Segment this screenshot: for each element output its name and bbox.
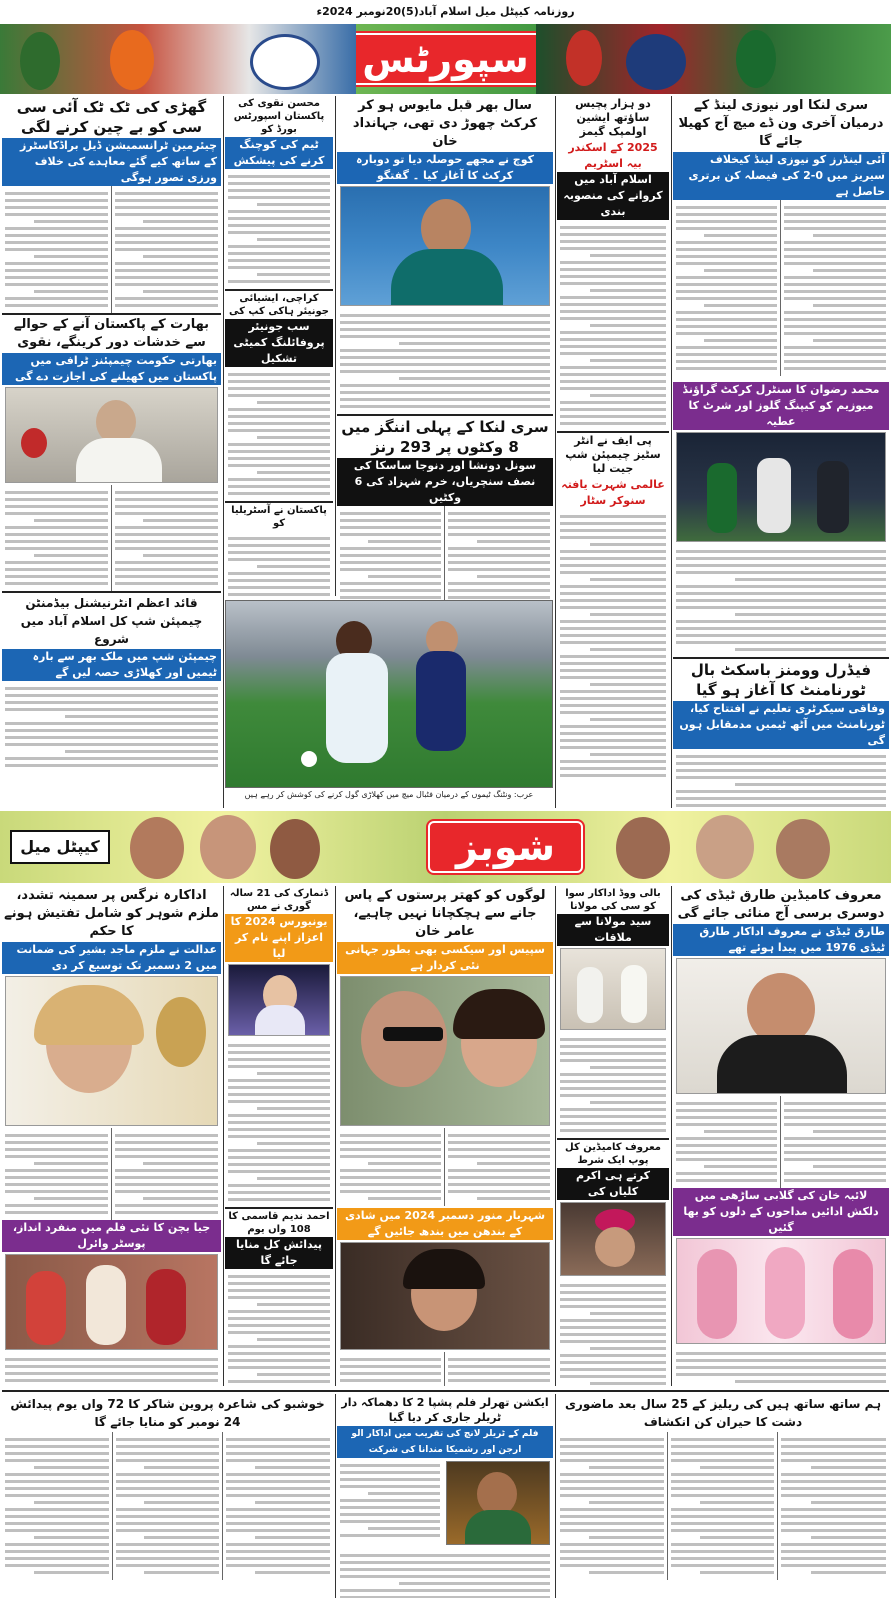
showbiz-col5-story2-headline: جیا بچن کا نئی فلم میں منفرد انداز، پوسٹر وائرل bbox=[2, 1220, 221, 1252]
sports-col2-story2-headline: پی ایف نے انٹر سٹیز چیمپئن شپ جیت لیا bbox=[557, 431, 669, 477]
sports-col5-body-a bbox=[112, 186, 222, 313]
showbiz-col2-story2-body bbox=[557, 1278, 669, 1386]
sports-col1 bbox=[673, 96, 889, 808]
divider bbox=[555, 96, 556, 808]
sports-col3-headline: سال بھر قبل مایوس ہو کر کرکٹ چھوڑ دی تھی، جہانداد خان bbox=[352, 98, 538, 149]
dateline: روزنامہ کیپٹل میل اسلام آباد(5)20نومبر 2024ء bbox=[316, 5, 575, 18]
sports-col1-story3-body bbox=[673, 749, 889, 808]
showbiz-col1-headline: معروف کامیڈین طارق ٹیڈی کی دوسری برسی آج منائی جائے گی bbox=[677, 888, 885, 921]
sports-col5-story3-body bbox=[2, 681, 221, 773]
showbiz-col5-story2-body bbox=[2, 1352, 221, 1386]
sports-col5-story2-body-b bbox=[2, 485, 112, 591]
bottom-right-headline: ہم ساتھ ساتھ ہیں کی ریلیز کے 25 سال بعد ماضوری دشت کا حیران کن انکشاف bbox=[564, 1397, 882, 1429]
sports-col1-story2-body bbox=[673, 544, 889, 657]
sports-col1-subhead: آئی لینڈرز کو نیوزی لینڈ کیخلاف سیریز میں 0-2 کی فیصلہ کن برتری حاصل ہے bbox=[673, 152, 889, 200]
showbiz-col3-headline: لوگوں کو کھتر پرستوں کے پاس جانے سے ہچکچانا نہیں چاہیے، عامر خان bbox=[344, 888, 546, 939]
showbiz-col1-story2-body bbox=[673, 1346, 889, 1386]
showbiz-col2-subhead: سید مولانا سے ملاقات bbox=[557, 914, 669, 946]
showbiz-col1-body-b bbox=[673, 1096, 781, 1188]
showbiz-banner-photo-left bbox=[120, 811, 416, 883]
showbiz-col5-body-a bbox=[112, 1128, 222, 1220]
sports-col4-story3-body bbox=[225, 531, 333, 596]
divider bbox=[671, 96, 672, 808]
showbiz-col2-story2-headline: معروف کامیڈین کل پوپ ایک شرط bbox=[557, 1138, 669, 1168]
sidhu-photo bbox=[560, 1202, 666, 1276]
showbiz-col5-subhead: عدالت نے ملزم ماجد بشیر کی ضمانت میں 2 دسمبر تک توسیع کر دی bbox=[2, 942, 221, 974]
sports-banner bbox=[0, 24, 891, 94]
showbiz-col4-subhead: یونیورس 2024 کا اعزاز اپنے نام کر لیا bbox=[225, 914, 333, 962]
bottom-right-body-b bbox=[668, 1432, 779, 1580]
showbiz-col2-headline: بالی ووڈ اداکار سوا کو سی کی مولانا bbox=[565, 888, 661, 912]
divider bbox=[335, 886, 336, 1386]
sports-col5-story2-subhead: بھارتی حکومت چیمپئنز ٹرافی میں پاکستان میں کھیلنے کی اجازت دے گی bbox=[2, 353, 221, 385]
sports-col4-body bbox=[225, 169, 333, 289]
divider bbox=[335, 96, 336, 596]
showbiz-col4-headline: ڈنمارک کی 21 سالہ گوری نے مس bbox=[229, 888, 329, 912]
sports-col4-headline: محسن نقوی کی پاکستان اسپورٹس بورڈ کو bbox=[233, 98, 325, 135]
showbiz-banner bbox=[0, 811, 891, 883]
showbiz-col3-body-a bbox=[445, 1128, 553, 1206]
sports-col4-story2-headline: کراچی، ایشیائی جونیئر ہاکی کپ کی bbox=[225, 289, 333, 319]
sports-col1-headline: سری لنکا اور نیوزی لینڈ کے درمیان آخری ون ڈے میچ آج کھیلا جائے گا bbox=[678, 98, 884, 149]
showbiz-col4-story2-headline: احمد ندیم قاسمی کا 108 واں یوم bbox=[225, 1207, 333, 1237]
sports-col4-story2-subhead: سب جونیئر پروفائلنگ کمیٹی تشکیل bbox=[225, 319, 333, 367]
showbiz-col3-story2-body-b bbox=[337, 1352, 445, 1386]
bottom-right-body-c bbox=[557, 1432, 668, 1580]
bottom-right-body-a bbox=[778, 1432, 889, 1580]
pushpa2-photo bbox=[446, 1461, 550, 1545]
bottom-middle-headline: ایکشن تھرلر فلم پشپا 2 کا دھماکہ دار ٹریلر جاری کر دیا گیا bbox=[341, 1396, 549, 1424]
sports-col4-story2-body bbox=[225, 367, 333, 501]
paper-logo: کیپٹل میل bbox=[10, 830, 109, 864]
divider bbox=[223, 96, 224, 808]
sports-col1-body-a bbox=[781, 200, 889, 376]
showbiz-label: شوبز bbox=[428, 821, 583, 873]
sports-col2-story2-body bbox=[557, 509, 669, 783]
showbiz-col1-body-a bbox=[781, 1096, 889, 1188]
bottom-left-body-c bbox=[2, 1432, 112, 1580]
bollywood-meeting-photo bbox=[560, 948, 666, 1030]
showbiz-banner-photo-right bbox=[596, 811, 891, 883]
jaya-bachchan-poster bbox=[5, 1254, 218, 1350]
football-match-photo bbox=[225, 600, 553, 788]
sports-col2-story2-subhead: عالمی شہرت یافتہ سنوکر سٹار bbox=[561, 478, 665, 507]
showbiz-col1 bbox=[673, 886, 889, 1386]
bottom-middle-story bbox=[337, 1394, 553, 1598]
sports-col1-body-b bbox=[673, 200, 781, 376]
bottom-left-body-a bbox=[223, 1432, 333, 1580]
showbiz-col3-subhead: سپیس اور سیکسی بھی بطور جہانی نئی کردار ہے bbox=[337, 942, 553, 974]
divider bbox=[335, 1394, 336, 1598]
showbiz-col4-story2-body bbox=[225, 1269, 333, 1386]
sports-col2-headline: دو ہزار پچیس ساؤتھ ایشین اولمپک گیمز bbox=[575, 97, 651, 138]
bottom-middle-body-b bbox=[337, 1548, 553, 1598]
sports-col2 bbox=[557, 96, 669, 808]
bottom-middle-subhead: فلم کے ٹریلر لانچ کی تقریب میں اداکار الو ارجن اور رشمیکا مندانا کی شرکت bbox=[337, 1426, 553, 1458]
bottom-divider bbox=[2, 1390, 889, 1392]
showbiz-col3-story2-body-a bbox=[445, 1352, 553, 1386]
showbiz-col5 bbox=[2, 886, 221, 1386]
showbiz-col3 bbox=[337, 886, 553, 1386]
paper-logo-wrap bbox=[0, 811, 120, 883]
sports-col5-subhead: چیئرمین ٹرانسمیشن ڈیل براڈکاسٹرز کے ساتھ کیے گئے معاہدے کی خلاف ورزی تصور ہوگی bbox=[2, 138, 221, 186]
jahandad-khan-photo bbox=[340, 186, 550, 306]
rizwan-gloves-photo bbox=[676, 432, 886, 542]
sports-banner-photo-left bbox=[0, 24, 356, 94]
sports-col1-story3-subhead: وفاقی سیکرٹری تعلیم نے افتتاح کیا، ٹورنامنٹ میں آٹھ ٹیمیں مدمقابل ہوں گی bbox=[673, 701, 889, 749]
sports-col5-story2-body-a bbox=[112, 485, 222, 591]
divider bbox=[555, 1394, 556, 1598]
shaheryar-munawar-photo bbox=[340, 1242, 550, 1350]
divider bbox=[223, 886, 224, 1386]
miss-universe-photo bbox=[228, 964, 330, 1036]
sports-col2-body bbox=[557, 220, 669, 431]
sports-col1-story3-headline: فیڈرل وومنز باسکٹ بال ٹورنامنٹ کا آغاز ہو گیا bbox=[673, 657, 889, 701]
sports-col1-story2-headline: محمد رضوان کا سنٹرل کرکٹ گراؤنڈ میوزیم کو کیپنگ گلوز اور شرٹ کا عطیہ bbox=[673, 382, 889, 430]
bottom-left-story bbox=[2, 1394, 333, 1598]
bottom-left-body-b bbox=[113, 1432, 223, 1580]
sports-label: سپورٹس bbox=[334, 33, 557, 85]
sports-col5-story3-headline: قائد اعظم انٹرنیشنل بیڈمنٹن چیمپئن شپ کل اسلام آباد میں شروع bbox=[2, 591, 221, 649]
sports-col2-subhead-line: 2025 کے اسکندر بیہ اسٹریم bbox=[568, 141, 658, 170]
sports-col3-subhead: کوچ نے مجھے حوصلہ دیا تو دوبارہ کرکٹ کا آغاز کیا ۔ گفتگو bbox=[337, 152, 553, 184]
football-photo-caption: عرب: ونٹنگ ٹیموں کے درمیان فٹبال میچ میں کھلاڑی گول کرنے کی کوشش کر رہے ہیں bbox=[244, 790, 534, 799]
showbiz-logo bbox=[416, 811, 596, 883]
showbiz-col2-body bbox=[557, 1032, 669, 1138]
tariq-teddy-photo bbox=[676, 958, 886, 1094]
showbiz-col3-story2-headline: شہریار منور دسمبر 2024 میں شادی کے بندھن میں بندھ جائیں گے bbox=[337, 1208, 553, 1240]
sports-banner-photo-right bbox=[536, 24, 891, 94]
divider bbox=[555, 886, 556, 1386]
sports-col2-subhead: اسلام آباد میں کروانے کی منصوبہ بندی bbox=[557, 172, 669, 220]
bottom-middle-body-a bbox=[337, 1458, 443, 1548]
sports-col5-headline: گھڑی کی ٹک ٹک آئی سی سی کو بے چین کرنے لگی bbox=[16, 98, 207, 136]
sports-col5-body-b bbox=[2, 186, 112, 313]
sports-col5 bbox=[2, 96, 221, 808]
divider bbox=[671, 886, 672, 1386]
showbiz-col2-story2-subhead: کرتے ہی اکرم کلیاں کی bbox=[557, 1168, 669, 1200]
aamir-khan-photo bbox=[340, 976, 550, 1126]
sports-col5-story3-subhead: چیمپئن شپ میں ملک بھر سے بارہ ٹیمیں اور کھلاڑی حصہ لیں گے bbox=[2, 649, 221, 681]
bottom-right-story bbox=[557, 1394, 889, 1598]
nargis-photo bbox=[5, 976, 218, 1126]
showbiz-col1-story2-headline: لائبہ خان کی گلابی ساڑھی میں دلکش ادائیں مداحوں کے دلوں کو بھا گئیں bbox=[673, 1188, 889, 1236]
football-photo-wrap bbox=[225, 600, 553, 808]
sports-col3-story2-subhead: سونل دونشا اور دنوجا ساسکا کی نصف سنچریاں، خرم شہزاد کی 6 وکٹیں bbox=[337, 458, 553, 506]
showbiz-col4-body bbox=[225, 1038, 333, 1207]
sports-col4-story3-headline: پاکستان نے آسٹریلیا کو bbox=[225, 501, 333, 531]
naqvi-press-photo bbox=[5, 387, 218, 483]
sports-col3-story2-headline: سری لنکا کے پہلی اننگز میں 8 وکٹوں پر 293 رنز bbox=[337, 414, 553, 458]
sports-col5-story2-headline: بھارت کے پاکستان آنے کے حوالے سے خدشات دور کرینگے، نقوی bbox=[2, 313, 221, 353]
showbiz-col4 bbox=[225, 886, 333, 1386]
showbiz-col5-body-b bbox=[2, 1128, 112, 1220]
bottom-left-headline: خوشبو کی شاعرہ پروین شاکر کا 72 واں یوم پیدائش 24 نومبر کو منایا جائے گا bbox=[10, 1397, 325, 1429]
showbiz-col3-body-b bbox=[337, 1128, 445, 1206]
sports-col4 bbox=[225, 96, 333, 596]
sports-col4-subhead: ٹیم کی کوچنگ کرنے کی پیشکش bbox=[225, 137, 333, 169]
laiba-khan-photo bbox=[676, 1238, 886, 1344]
showbiz-col2 bbox=[557, 886, 669, 1386]
sports-logo bbox=[356, 24, 536, 94]
sports-col3-body bbox=[337, 308, 553, 414]
showbiz-col5-headline: اداکارہ نرگس پر سمینہ تشدد، ملزم شوہر کو شامل تفتیش ہونے کا حکم bbox=[4, 888, 219, 939]
showbiz-col4-story2-subhead: پیدائش کل منایا جائے گا bbox=[225, 1237, 333, 1269]
showbiz-col1-subhead: طارق ٹیڈی نے معروف اداکار طارق ٹیڈی 1976 میں پیدا ہوئے تھے bbox=[673, 924, 889, 956]
